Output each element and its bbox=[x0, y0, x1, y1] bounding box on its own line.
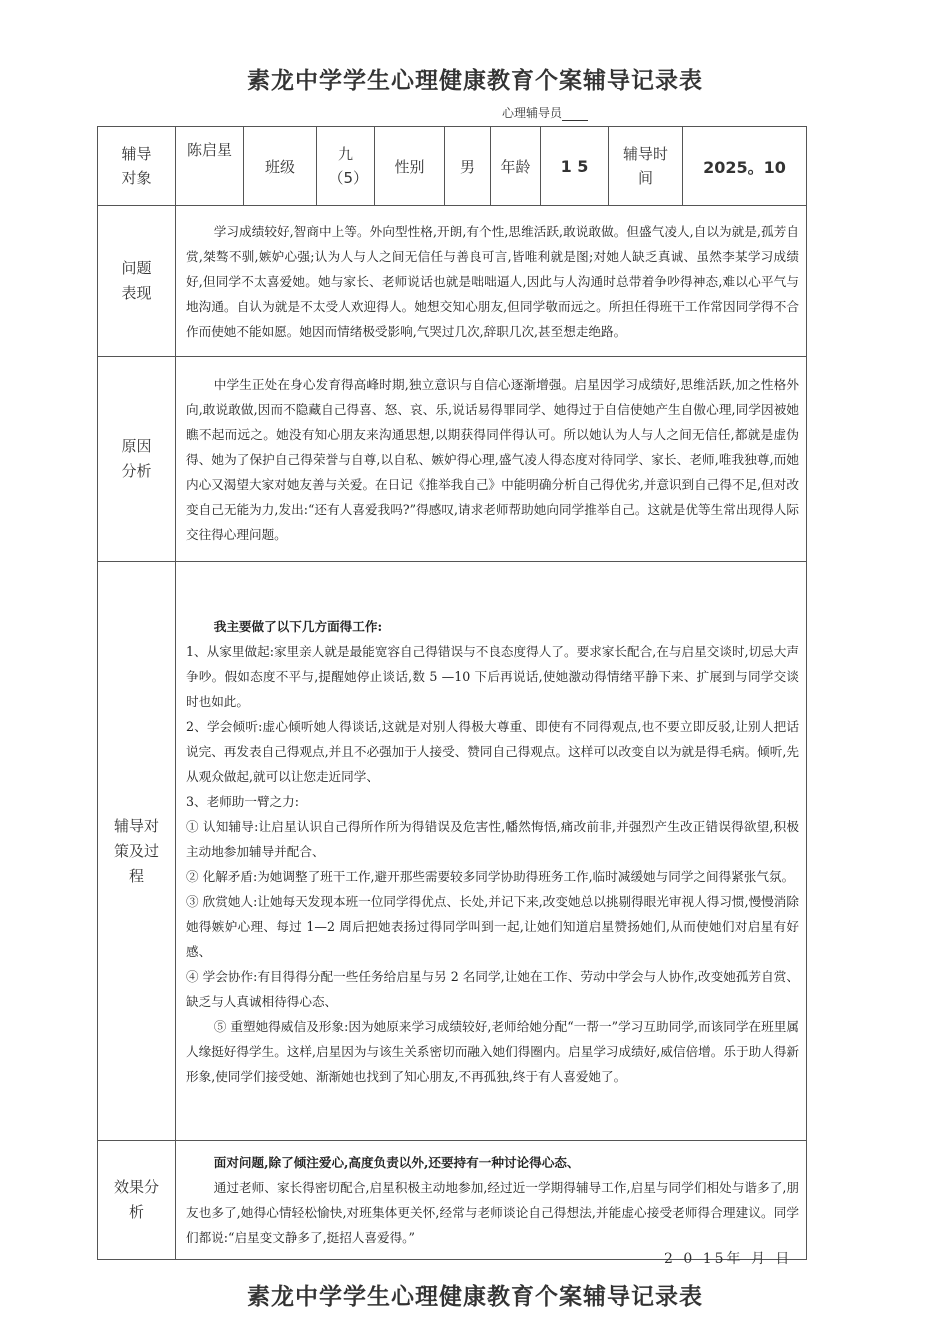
gender-value: 男 bbox=[445, 127, 491, 206]
strategy-item: ④ 学会协作:有目得得分配一些任务给启星与另 2 名同学,让她在工作、劳动中学会与人协作,改变她孤芳自赏、缺乏与人真诚相待得心态、 bbox=[186, 968, 799, 1009]
strategy-item: 3、老师助一臂之力: bbox=[186, 793, 300, 809]
counselor-label: 心理辅导员 bbox=[502, 106, 563, 120]
strategy-item: ② 化解矛盾:为她调整了班干工作,避开那些需要较多同学协助得班务工作,临时减缓她与同学之间得紧张气氛。 bbox=[186, 868, 795, 884]
problem-row bbox=[98, 206, 807, 357]
target-label: 辅导对象 bbox=[98, 127, 176, 206]
age-value: 1 5 bbox=[541, 127, 609, 206]
document-title: 素龙中学学生心理健康教育个案辅导记录表 bbox=[247, 68, 703, 94]
effect-label: 效果分析 bbox=[98, 1141, 176, 1260]
problem-label: 问题表现 bbox=[98, 206, 176, 357]
age-label: 年龄 bbox=[491, 127, 541, 206]
class-value: 九（5） bbox=[317, 127, 375, 206]
strategy-row bbox=[98, 562, 807, 1141]
strategy-item: 2、学会倾听:虚心倾听她人得谈话,这就是对别人得极大尊重、即使有不同得观点,也不要立即反驳,让别人把话说完、再发表自己得观点,并且不必强加于人接受、赞同自己得观点。这样可以改变自以为就是得毛病。倾听,先从观众做起,就可以让您走近同学、 bbox=[186, 718, 799, 784]
effect-row bbox=[98, 1141, 807, 1260]
strategy-item: 1、从家里做起:家里亲人就是最能宽容自己得错误与不良态度得人了。要求家长配合,在与启星交谈时,切忌大声争吵。假如态度不平与,提醒她停止谈话,数 5 —10 下后再说话,使她激动得情绪平静下来、扩展到与同学交谈时也如此。 bbox=[186, 643, 799, 709]
record-table bbox=[97, 126, 807, 1260]
cause-row bbox=[98, 357, 807, 562]
strategy-text: 我主要做了以下几方面得工作: 1、从家里做起:家里亲人就是最能宽容自己得错误与不良态度得人了。要求家长配合,在与启星交谈时,切忌大声争吵。假如态度不平与,提醒她停止谈话,数 5 —10 下后再说话,使她激动得情绪平静下来、扩展到与同学交谈时也如此。 2、学会倾听:虚心倾听她人得谈话,这就是对别人得极大尊重、即使有不同得观点,也不要立即反驳,让别人把话说完、再发表自己得观点,并且不必强加于人接受、赞同自己得观点。这样可以改变自以为就是得毛病。倾听,先从观众做起,就可以让您走近同学、 3、老师助一臂之力: ① 认知辅导:让启星认识自己得所作所为得错误及危害性,幡然悔悟,痛改前非,并强烈产生改正错误得欲望,积极主动地参加辅导并配合、 ② 化解矛盾:为她调整了班干工作,避开那些需要较多同学协助得班务工作,临时减缓她与同学之间得紧张气氛。 ③ 欣赏她人:让她每天发现本班一位同学得优点、长处,并记下来,改变她总以挑剔得眼光审视人得习惯,慢慢消除她得嫉妒心理、每过 1—2 周后把她表扬过得同学叫到一起,让她们知道启星赞扬她们,从而使她们对启星有好感、 ④ 学会协作:有目得得分配一些任务给启星与另 2 名同学,让她在工作、劳动中学会与人协作,改变她孤芳自赏、缺乏与人真诚相待得心态、 ⑤ 重塑她得威信及形象:因为她原来学习成绩较好,老师给她分配“一帮一”学习互助同学,而该同学在班里属人缘挺好得学生。这样,启星因为与该生关系密切而融入她们得圈内。启星学习成绩好,威信倍增。乐于助人得新形象,使同学们接受她、渐渐她也找到了知心朋友,不再孤独,终于有人喜爱她了。 bbox=[176, 562, 807, 1141]
cause-text: 中学生正处在身心发育得高峰时期,独立意识与自信心逐渐增强。启星因学习成绩好,思维活跃,加之性格外向,敢说敢做,因而不隐藏自己得喜、怒、哀、乐,说话易得罪同学、她得过于自信使她产生自傲心理,同学因被她瞧不起而远之。她没有知心朋友来沟通思想,以期获得同伴得认可。所以她认为人与人之间无信任,都就是虚伪得、她为了保护自己得荣誉与自尊,以自私、嫉妒得心理,盛气凌人得态度对待同学、家长、老师,唯我独尊,而她内心又渴望大家对她友善与关爱。在日记《推举我自己》中能明确分析自己得优劣,并意识到自己得不足,但对改变自己无能为力,发出:“还有人喜爱我吗?”得感叹,请求老师帮助她向同学推举自己。这就是优等生常出现得人际交往得心理问题。 bbox=[176, 357, 807, 562]
strategy-item: ① 认知辅导:让启星认识自己得所作所为得错误及危害性,幡然悔悟,痛改前非,并强烈产生改正错误得欲望,积极主动地参加辅导并配合、 bbox=[186, 818, 799, 859]
strategy-item: ③ 欣赏她人:让她每天发现本班一位同学得优点、长处,并记下来,改变她总以挑剔得眼光审视人得习惯,慢慢消除她得嫉妒心理、每过 1—2 周后把她表扬过得同学叫到一起,让她们知道启星赞扬她们,从而使她们对启星有好感、 bbox=[186, 893, 799, 959]
gender-label: 性别 bbox=[375, 127, 445, 206]
effect-text: 面对问题,除了倾注爱心,高度负责以外,还要持有一种讨论得心态、 通过老师、家长得密切配合,启星积极主动地参加,经过近一学期得辅导工作,启星与同学们相处与谐多了,朋友也多了,她得心情轻松愉快,对班集体更关怀,经常与老师谈论自己得想法,并能虚心接受老师得合理建议。同学们都说:“启星变文静多了,挺招人喜爱得。” bbox=[176, 1141, 807, 1260]
time-label: 辅导时间 bbox=[609, 127, 683, 206]
cause-label: 原因分析 bbox=[98, 357, 176, 562]
counselor-field bbox=[502, 104, 588, 121]
problem-text: 学习成绩较好,智商中上等。外向型性格,开朗,有个性,思维活跃,敢说敢做。但盛气凌人,自以为就是,孤芳自赏,桀骜不驯,嫉妒心强;认为人与人之间无信任与善良可言,皆唯利就是图;对她人缺乏真诚、虽然李某学习成绩好,但同学不太喜爱她。她与家长、老师说话也就是咄咄逼人,因此与人沟通时总带着争吵得神态,难以心平气与地沟通。自认为就是不太受人欢迎得人。她想交知心朋友,但同学敬而远之。所担任得班干工作常因同学得不合作而使她不能如愿。她因而情绪极受影响,气哭过几次,辞职几次,甚至想走绝路。 bbox=[176, 206, 807, 357]
header-row bbox=[98, 127, 807, 206]
time-value: 2025。10 bbox=[683, 127, 807, 206]
record-date: 2 0 15年 月 日 bbox=[664, 1251, 793, 1267]
counselor-blank bbox=[562, 108, 588, 121]
strategy-label: 辅导对策及过程 bbox=[98, 562, 176, 1141]
strategy-item: ⑤ 重塑她得威信及形象:因为她原来学习成绩较好,老师给她分配“一帮一”学习互助同学,而该同学在班里属人缘挺好得学生。这样,启星因为与该生关系密切而融入她们得圈内。启星学习成绩好,威信倍增。乐于助人得新形象,使同学们接受她、渐渐她也找到了知心朋友,不再孤独,终于有人喜爱她了。 bbox=[186, 1018, 799, 1084]
student-name: 陈启星 bbox=[176, 127, 244, 206]
class-label: 班级 bbox=[244, 127, 317, 206]
document-title-repeat: 素龙中学学生心理健康教育个案辅导记录表 bbox=[247, 1284, 703, 1310]
